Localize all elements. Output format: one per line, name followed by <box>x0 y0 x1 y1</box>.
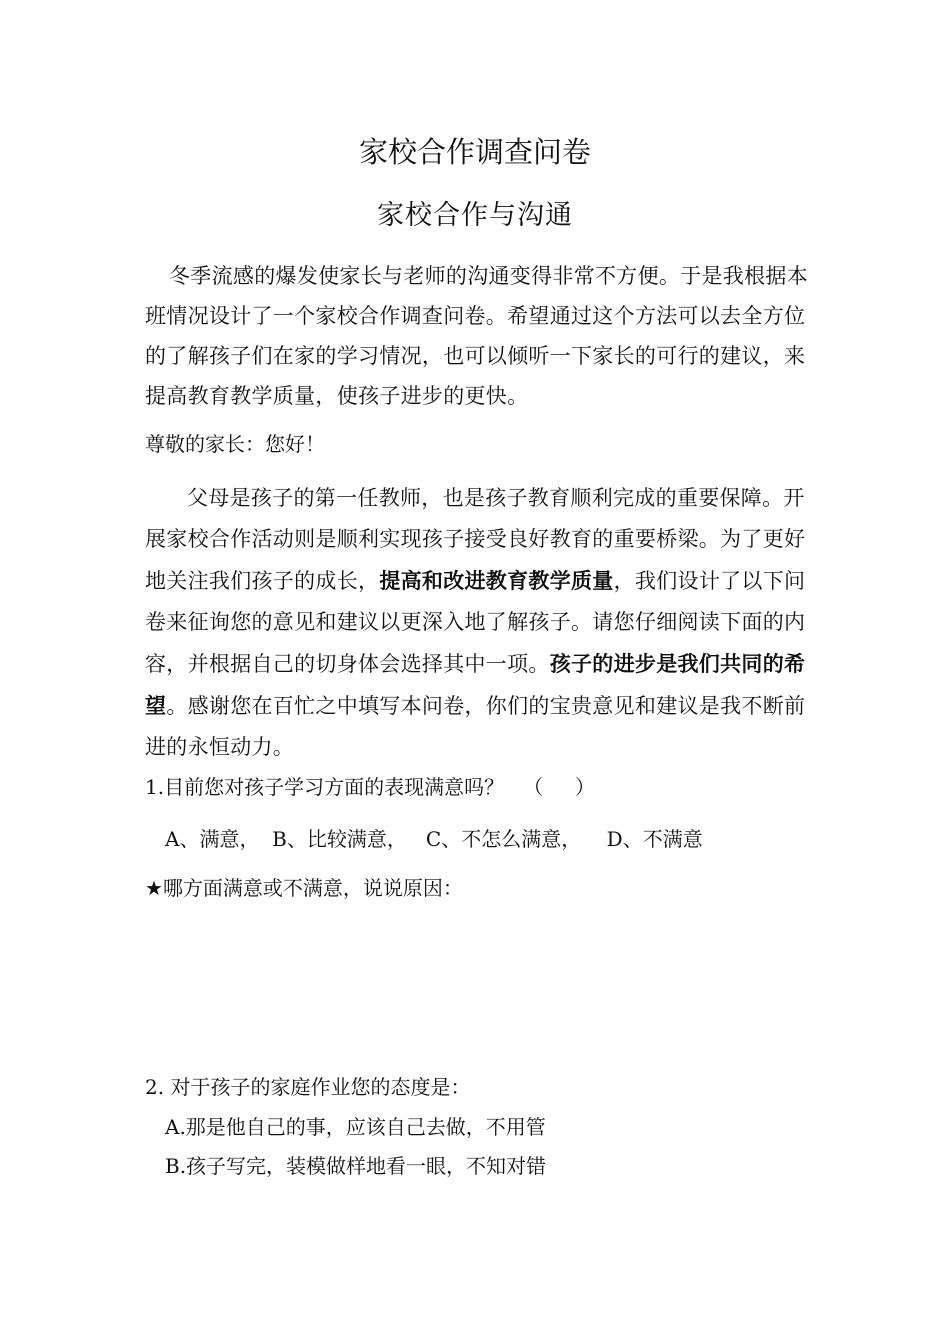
document-title: 家校合作调查问卷 <box>358 135 591 169</box>
greeting: 尊敬的家长：您好！ <box>145 432 325 456</box>
letter-text-3: 。感谢您在百忙之中填写本问卷，你们的宝贵意见和建议是我不断前进的永恒动力。 <box>145 694 806 759</box>
letter-bold-1: 提高和改进教育教学质量 <box>379 568 614 593</box>
intro-paragraph: 冬季流感的爆发使家长与老师的沟通变得非常不方便。于是我根据本班情况设计了一个家校合作调查问卷。希望通过这个方法可以去全方位的了解孩子们在家的学习情况，也可以倾听一下家长的可行的建议，来提高教育教学质量，使孩子进步的更快。 <box>145 264 808 408</box>
letter-bold-2: 孩子的进步是我们共同的希望 <box>145 651 806 718</box>
reason-text: 哪方面满意或不满意，说说原因： <box>162 876 463 900</box>
question-2: 2. 对于孩子的家庭作业您的态度是： <box>145 1075 471 1099</box>
question-1: 1.目前您对孩子学习方面的表现满意吗？ （ ） <box>145 775 595 799</box>
letter-text-2: ，我们设计了以下问卷来征询您的意见和建议以更深入地了解孩子。请您仔细阅读下面的内容，并根据自己的切身体会选择其中一项。 <box>145 569 806 676</box>
question-1-options: A、满意， B、比较满意， C、不怎么满意， D、不满意 <box>165 827 703 851</box>
reason-prompt <box>145 872 463 901</box>
question-2-option-b: B.孩子写完，装模做样地看一眼，不知对错 <box>165 1154 547 1178</box>
question-2-option-a: A.那是他自己的事，应该自己去做，不用管 <box>165 1115 546 1139</box>
star-icon: ★ <box>145 876 163 900</box>
document-subtitle: 家校合作与沟通 <box>377 200 573 231</box>
letter-text-1: 父母是孩子的第一任教师，也是孩子教育顺利完成的重要保障。开展家校合作活动则是顺利实现孩子接受良好教育的重要桥梁。为了更好地关注我们孩子的成长， <box>145 486 806 593</box>
letter-paragraph <box>145 478 810 768</box>
